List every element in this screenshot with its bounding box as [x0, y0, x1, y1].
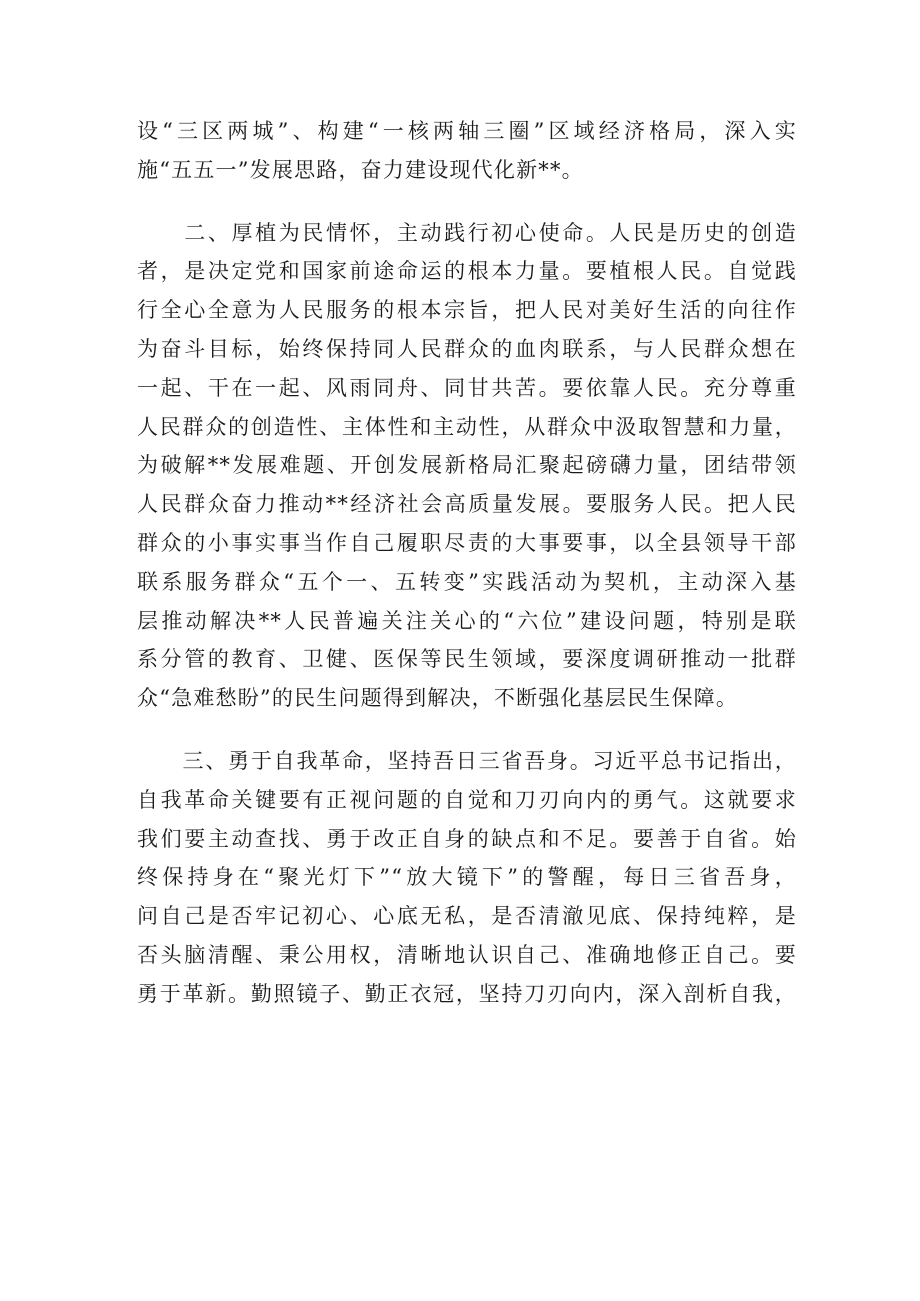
text-line: 自我革命关键要有正视问题的自觉和刀刃向内的勇气。这就要求: [137, 787, 797, 812]
text-line: 否头脑清醒、秉公用权，清晰地认识自己、准确地修正自己。要: [137, 942, 797, 967]
text-line: 三、勇于自我革命，坚持吾日三省吾身。习近平总书记指出，: [137, 748, 797, 773]
text-line: 设“三区两城”、构建“一核两轴三圈”区域经济格局，深入实: [137, 119, 797, 143]
text-line: 群众的小事实事当作自己履职尽责的大事要事，以全县领导干部: [137, 530, 797, 555]
text-line: 为奋斗目标，始终保持同人民群众的血肉联系，与人民群众想在: [137, 336, 797, 361]
text-line: 施“五五一”发展思路，奋力建设现代化新**。: [137, 157, 584, 182]
paragraph-2: [137, 214, 797, 718]
text-line: 层推动解决**人民普遍关注关心的“六位”建设问题，特别是联: [137, 608, 797, 633]
text-line: 勇于革新。勤照镜子、勤正衣冠，坚持刀刃向内，深入剖析自我，: [137, 981, 797, 1006]
text-line: 人民群众奋力推动**经济社会高质量发展。要服务人民。把人民: [137, 492, 797, 517]
text-line: 行全心全意为人民服务的根本宗旨，把人民对美好生活的向往作: [137, 298, 797, 323]
text-line: 问自己是否牢记初心、心底无私，是否清澈见底、保持纯粹，是: [137, 904, 797, 929]
text-line: 系分管的教育、卫健、医保等民生领域，要深度调研推动一批群: [137, 647, 797, 672]
text-line: 众“急难愁盼”的民生问题得到解决，不断强化基层民生保障。: [137, 686, 739, 711]
paragraph-spacer: [137, 190, 797, 214]
text-line: 为破解**发展难题、开创发展新格局汇聚起磅礴力量，团结带领: [137, 453, 797, 478]
text-line: 二、厚植为民情怀，主动践行初心使命。人民是历史的创造: [137, 220, 797, 245]
paragraph-1: [137, 112, 797, 190]
paragraph-3: [137, 742, 797, 1014]
text-line: 我们要主动查找、勇于改正自身的缺点和不足。要善于自省。始: [137, 826, 797, 851]
document-body: [137, 112, 797, 1014]
text-line: 人民群众的创造性、主体性和主动性，从群众中汲取智慧和力量，: [137, 414, 797, 439]
text-line: 者，是决定党和国家前途命运的根本力量。要植根人民。自觉践: [137, 259, 797, 284]
text-line: 一起、干在一起、风雨同舟、同甘共苦。要依靠人民。充分尊重: [137, 375, 797, 400]
text-line: 联系服务群众“五个一、五转变”实践活动为契机，主动深入基: [137, 569, 797, 594]
text-line: 终保持身在“聚光灯下”“放大镜下”的警醒，每日三省吾身，: [137, 865, 797, 890]
paragraph-spacer: [137, 718, 797, 742]
